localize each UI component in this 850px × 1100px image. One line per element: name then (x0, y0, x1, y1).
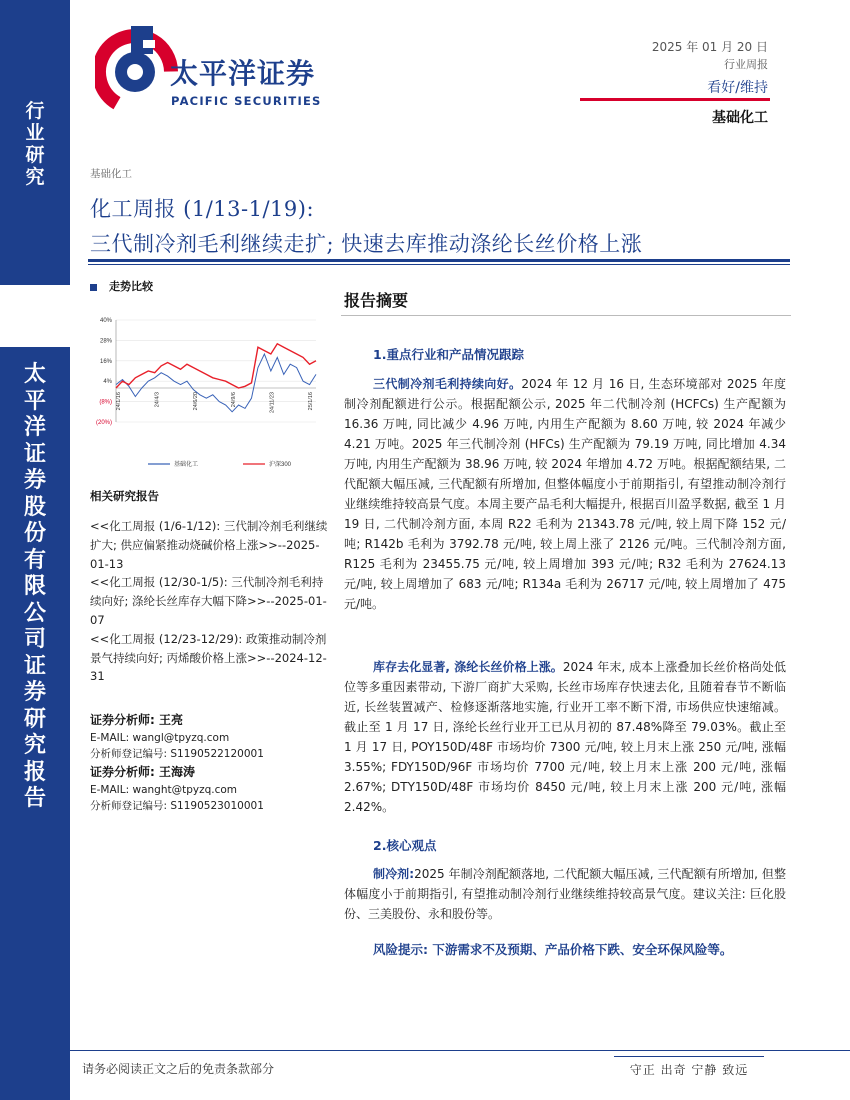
trend-heading-text: 走势比较 (109, 280, 153, 293)
sidebar-char: 份 (23, 521, 46, 546)
trend-chart (88, 310, 328, 475)
logo-chinese-name: 太平洋证券 (170, 57, 316, 90)
sidebar-char: 究 (23, 733, 46, 758)
footer-divider (70, 1050, 850, 1051)
x-tick-label: 24/11/23 (269, 392, 276, 414)
category-label: 基础化工 (90, 168, 132, 180)
sidebar-top (0, 0, 70, 285)
y-tick-label: 28% (99, 338, 112, 345)
x-tick-label: 24/1/16 (116, 392, 122, 411)
sidebar-char: 股 (23, 494, 46, 520)
sidebar-char: 证 (23, 653, 46, 679)
analyst-email[interactable]: E-MAIL: wanght@tpyzq.com (90, 784, 238, 796)
sidebar-char: 平 (23, 388, 46, 414)
related-reports-heading: 相关研究报告 (90, 489, 159, 503)
related-report-item[interactable]: <<化工周报 (12/23-12/29): 政策推动制冷剂景气持续向好; 丙烯酸价格上涨>>--2024-12-31 (90, 631, 327, 684)
paragraph-body: 2025 年制冷剂配额落地, 二代配额大幅压减, 三代配额有所增加, 但整体幅度小于前期指引, 有望推动制冷剂行业继续维持较高景气度。建议关注: 巨化股份、三美股份、永和股份等。 (344, 867, 786, 921)
sidebar-char: 司 (23, 627, 46, 652)
abstract-divider (341, 315, 791, 316)
paragraph-core-view (344, 864, 786, 924)
section-heading-1: 1.重点行业和产品情况跟踪 (373, 347, 524, 362)
industry-tag: 基础化工 (712, 110, 768, 126)
logo-english-name: PACIFIC SECURITIES (171, 94, 322, 108)
risk-warning: 风险提示: 下游需求不及预期、产品价格下跌、安全环保风险等。 (373, 942, 733, 957)
abstract-heading: 报告摘要 (344, 291, 409, 310)
series-line (116, 354, 316, 412)
y-tick-label: 40% (99, 318, 112, 324)
analyst-name: 证券分析师: 王海涛 (90, 765, 195, 779)
related-reports-list (90, 517, 330, 686)
sidebar-char: 研 (23, 706, 46, 732)
rating-label: 看好/维持 (707, 80, 768, 96)
sidebar-char: 证 (23, 441, 46, 467)
paragraph-polyester (344, 657, 786, 817)
x-tick-label: 25/1/16 (308, 392, 314, 411)
rating-underline (580, 98, 770, 101)
related-report-item[interactable]: <<化工周报 (1/6-1/12): 三代制冷剂毛利继续扩大; 供应偏紧推动烧碱价格上涨>>--2025-01-13 (90, 519, 328, 571)
section-heading-2: 2.核心观点 (373, 838, 437, 853)
sidebar-company-label (0, 362, 70, 813)
title-divider (88, 259, 790, 262)
paragraph-lead: 库存去化显著, 涤纶长丝价格上涨。 (373, 660, 563, 674)
analyst-registration: 分析师登记编号: S1190523010001 (90, 800, 264, 812)
x-tick-label: 24/9/6 (231, 392, 238, 408)
x-tick-label: 24/4/3 (154, 392, 161, 408)
sidebar-top-label (0, 100, 70, 188)
y-tick-label: 4% (103, 379, 112, 386)
trend-heading (90, 278, 153, 294)
paragraph-lead: 制冷剂: (373, 867, 415, 881)
square-bullet-icon (90, 284, 97, 291)
analyst-email[interactable]: E-MAIL: wangl@tpyzq.com (90, 732, 230, 744)
sidebar-char: 报 (23, 759, 46, 785)
report-title-line1: 化工周报 (1/13-1/19): (90, 197, 315, 221)
y-tick-label: 16% (99, 358, 112, 365)
sidebar-char: 太 (23, 362, 46, 387)
sidebar-char: 有 (23, 547, 46, 573)
report-type: 行业周报 (724, 58, 768, 71)
sidebar-char: 行 (25, 100, 45, 122)
sidebar-char: 限 (23, 574, 46, 599)
title-divider-thin (88, 264, 790, 265)
analysts-block (90, 710, 330, 814)
paragraph-body: 2024 年末, 成本上涨叠加长丝价格尚处低位等多重因素带动, 下游厂商扩大采购, 长丝市场库存快速去化, 且随着春节不断临近, 长丝装置减产、检修逐渐落地实施, 行业开工率不断下滑, 市场供应快速缩减。截止至 1 月 17 日, 涤纶长丝行业开工已从月初的 87.48%降至 79.03%。截止至 1 月 17 日, POY150D/48F 市场均价 7300 元/吨, 较上月末上涨 250 元/吨, 涨幅 3.55%; FDY150D/96F 市场均价 7700 元/吨, 较上月末上涨 200 元/吨, 涨幅 2.67%; DTY150D/48F 市场均价 8450 元/吨, 较上月末上涨 200 元/吨, 涨幅 2.42%。 (344, 660, 786, 814)
legend-label: 沪深300 (269, 462, 292, 468)
paragraph-lead: 三代制冷剂毛利持续向好。 (373, 377, 522, 391)
sidebar-char: 究 (25, 166, 45, 188)
sidebar-char: 券 (23, 680, 46, 705)
related-report-item[interactable]: <<化工周报 (12/30-1/5): 三代制冷剂毛利持续向好; 涤纶长丝库存大幅下降>>--2025-01-07 (90, 575, 327, 627)
paragraph-body: 2024 年 12 月 16 日, 生态环境部对 2025 年度制冷剂配额进行公示。根据配额公示, 2025 年二代制冷剂 (HCFCs) 生产配额为 16.36 万吨, 同比减少 4.96 万吨, 内用生产配额为 8.60 万吨, 较 2024 年减少 4.21 万吨。2025 年三代制冷剂 (HFCs) 生产配额为 79.19 万吨, 同比增加 4.34 万吨, 内用生产配额为 38.96 万吨, 较 2024 年增加 4.72 万吨。根据配额结果, 二代配额大幅压减, 三代配额有所增加, 但整体幅度小于前期指引, 有望推动制冷剂行业继续维持较高景气度。本周主要产品毛利大幅提升, 根据百川盈孚数据, 截至 1 月 19 日, 二代制冷剂方面, 本周 R22 毛利为 21343.78 元/吨, 较上周下降 152 元/吨; R142b 毛利为 3792.78 元/吨, 较上周上涨了 2126 元/吨。三代制冷剂方面, R125 毛利为 23455.75 元/吨, 较上周增加 393 元/吨; R32 毛利为 27624.13 元/吨, 较上周增加了 683 元/吨; R134a 毛利为 26717 元/吨, 较上周增加了 475 元/吨。 (344, 377, 786, 611)
company-motto: 守正 出奇 宁静 致远 (614, 1056, 764, 1080)
report-title-line2: 三代制冷剂毛利继续走扩; 快速去库推动涤纶长丝价格上涨 (90, 232, 643, 256)
sidebar-char: 洋 (23, 415, 46, 440)
paragraph-refrigerant (344, 374, 786, 614)
sidebar-char: 告 (23, 786, 46, 811)
report-date: 2025 年 01 月 20 日 (651, 40, 768, 54)
y-tick-label: (20%) (95, 420, 112, 426)
sidebar-char: 研 (25, 144, 45, 166)
x-tick-label: 24/6/20 (192, 392, 199, 411)
legend-label: 基础化工 (174, 462, 199, 468)
y-tick-label: (8%) (99, 399, 112, 406)
disclaimer-note: 请务必阅读正文之后的免责条款部分 (82, 1062, 275, 1076)
analyst-registration: 分析师登记编号: S1190522120001 (90, 748, 264, 760)
sidebar-gap (0, 285, 70, 347)
sidebar-char: 券 (23, 468, 46, 493)
sidebar-char: 业 (25, 122, 45, 144)
analyst-name: 证券分析师: 王亮 (90, 713, 183, 727)
sidebar-char: 公 (23, 600, 46, 626)
